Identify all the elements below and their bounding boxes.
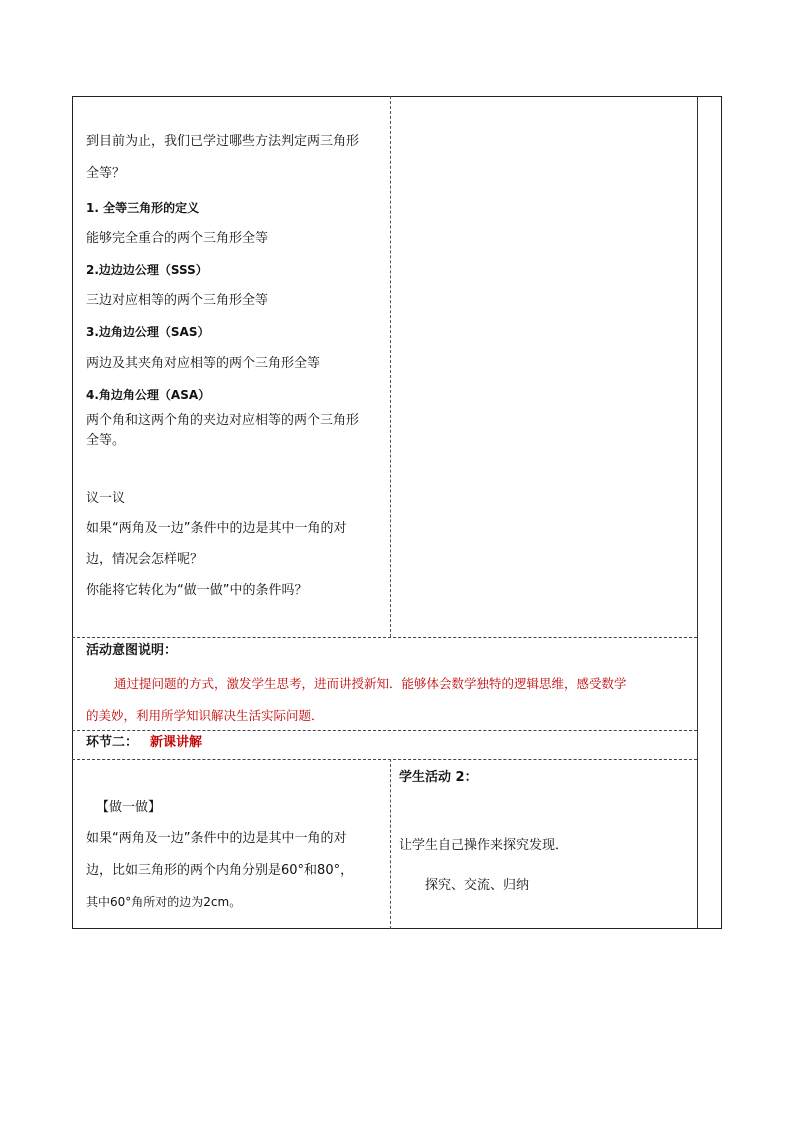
student-activity-line2: 探究、交流、归纳 bbox=[425, 878, 530, 893]
student-activity-title: 学生活动 2： bbox=[399, 770, 478, 785]
item1-heading: 1. 全等三角形的定义 bbox=[86, 201, 200, 215]
lesson-table bbox=[72, 96, 722, 929]
student-activity-line1: 让学生自己操作来探究发现． bbox=[399, 838, 569, 853]
item2-text: 三边对应相等的两个三角形全等 bbox=[86, 293, 269, 308]
item4-heading: 4.角边角公理（ASA） bbox=[86, 388, 211, 402]
discuss-line2: 边，情况会怎样呢？ bbox=[86, 552, 204, 567]
discuss-title: 议一议 bbox=[86, 491, 126, 506]
section2-top-divider bbox=[72, 759, 697, 760]
question-line2: 全等？ bbox=[86, 166, 126, 181]
item1-text: 能够完全重合的两个三角形全等 bbox=[86, 231, 269, 246]
stage2-label: 环节二： bbox=[86, 735, 139, 750]
discuss-line3: 你能将它转化为“做一做”中的条件吗？ bbox=[86, 583, 308, 598]
section1-column-divider bbox=[390, 96, 391, 637]
question-line1: 到目前为止，我们已学过哪些方法判定两三角形 bbox=[86, 134, 360, 149]
try-line3: 其中60°角所对的边为2cm。 bbox=[86, 895, 242, 909]
item3-heading: 3.边角边公理（SAS） bbox=[86, 325, 210, 339]
intent-line2: 的美妙，利用所学知识解决生活实际问题． bbox=[86, 708, 324, 723]
stage2-title: 新课讲解 bbox=[150, 735, 203, 750]
intent-line1: 通过提问题的方式，激发学生思考，进而讲授新知．能够体会数学独特的逻辑思维，感受数学 bbox=[114, 676, 627, 691]
stage2-top-divider bbox=[72, 730, 697, 731]
item3-text: 两边及其夹角对应相等的两个三角形全等 bbox=[86, 356, 321, 371]
intent-title: 活动意图说明： bbox=[86, 643, 178, 658]
intent-top-divider bbox=[72, 637, 697, 638]
section2-column-divider bbox=[390, 759, 391, 929]
try-line2: 边，比如三角形的两个内角分别是60°和80°， bbox=[86, 863, 354, 878]
item4-text-line1: 两个角和这两个角的夹边对应相等的两个三角形 bbox=[86, 413, 360, 428]
right-margin-column-line bbox=[697, 96, 698, 929]
discuss-line1: 如果“两角及一边”条件中的边是其中一角的对 bbox=[86, 521, 347, 536]
item2-heading: 2.边边边公理（SSS） bbox=[86, 263, 208, 277]
try-line1: 如果“两角及一边”条件中的边是其中一角的对 bbox=[86, 831, 347, 846]
item4-text-line2: 全等。 bbox=[86, 433, 126, 448]
try-heading: 【做一做】 bbox=[96, 800, 162, 815]
